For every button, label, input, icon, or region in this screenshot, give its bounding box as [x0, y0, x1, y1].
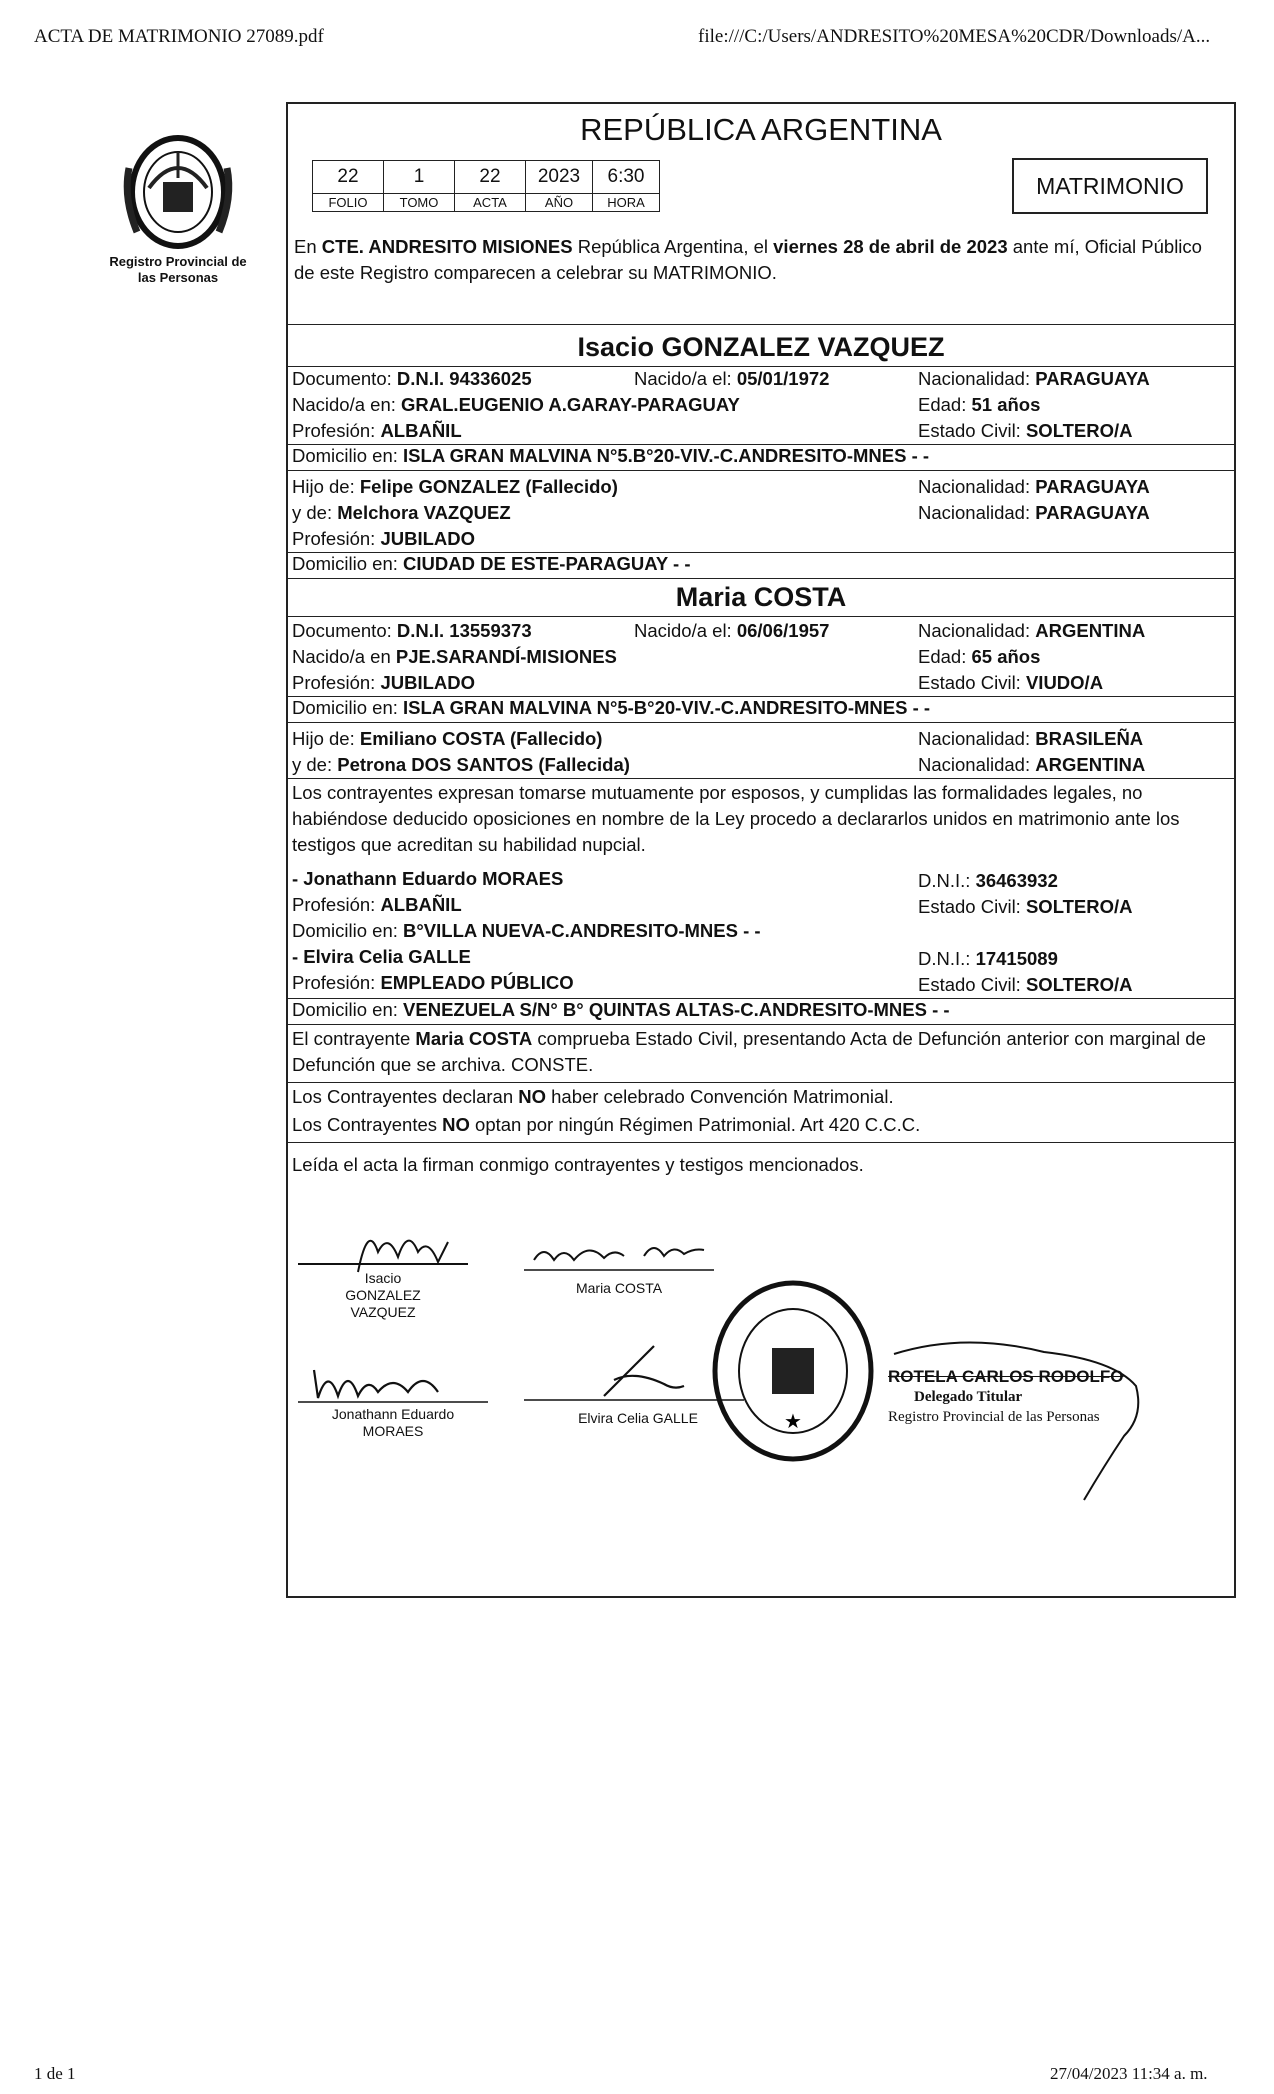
hora-label: HORA — [593, 194, 660, 212]
convention-section — [288, 1082, 1234, 1083]
marriage-certificate — [286, 102, 1236, 1598]
signature-isacio-caption: Isacio GONZALEZ VAZQUEZ — [345, 1270, 421, 1320]
spouse2-madre-nacionalidad: Nacionalidad: ARGENTINA — [918, 754, 1146, 775]
spouse1-padre: Hijo de: Felipe GONZALEZ (Fallecido) — [292, 476, 618, 497]
official-name: ROTELA CARLOS RODOLFO — [888, 1367, 1124, 1386]
official-org: Registro Provincial de las Personas — [888, 1409, 1100, 1425]
signature-elvira-caption: Elvira Celia GALLE — [578, 1410, 698, 1426]
signatures-section — [288, 1142, 1234, 1143]
witness1-estado-civil: Estado Civil: SOLTERO/A — [918, 896, 1133, 917]
declaration-section — [288, 778, 1234, 779]
browser-title: ACTA DE MATRIMONIO 27089.pdf — [34, 26, 324, 47]
svg-text:★: ★ — [784, 1409, 802, 1433]
spouse1-domicilio: Domicilio en: ISLA GRAN MALVINA N°5.B°20-VIV.-C.ANDRESITO-MNES - - — [292, 445, 930, 466]
spouse1-documento: Documento: D.N.I. 94336025 — [292, 368, 532, 389]
declaration-text: Los contrayentes expresan tomarse mutuamente por esposos, y cumplidas las formalidades legales, no habiéndose deducido oposiciones en nombre de la Ley procedo a declararlos unidos en matrimonio ante los testigos que acreditan su habilidad nupcial. — [292, 782, 1180, 855]
spouse1-nacionalidad: Nacionalidad: PARAGUAYA — [918, 368, 1150, 389]
witness1-name: - Jonathann Eduardo MORAES — [292, 868, 564, 889]
acta-value: 22 — [455, 161, 526, 194]
signature-jonathann-caption: Jonathann Eduardo MORAES — [331, 1406, 455, 1439]
browser-url[interactable]: file:///C:/Users/ANDRESITO%20MESA%20CDR/Downloads/A... — [698, 26, 1211, 47]
spouse1-section — [288, 324, 1234, 325]
spouse1-nacido-en: Nacido/a en: GRAL.EUGENIO A.GARAY-PARAGUAY — [292, 394, 740, 415]
intro-date: viernes 28 de abril de 2023 — [773, 236, 1008, 257]
spouse1-name: Isacio GONZALEZ VAZQUEZ — [577, 332, 945, 362]
intro-place: CTE. ANDRESITO MISIONES — [321, 236, 573, 257]
anio-label: AÑO — [526, 194, 593, 212]
tomo-label: TOMO — [384, 194, 455, 212]
intro-text: En CTE. ANDRESITO MISIONES República Argentina, el viernes 28 de abril de 2023 ante mí, Oficial Público de este Registro comparecen a celebrar su MATRIMONIO. — [294, 236, 1202, 283]
convention-text: Los Contrayentes declaran NO haber celebrado Convención Matrimonial. — [292, 1086, 894, 1107]
document-title: REPÚBLICA ARGENTINA — [580, 112, 942, 147]
spouse1-padre-nacionalidad: Nacionalidad: PARAGUAYA — [918, 476, 1150, 497]
spouse2-profesion: Profesión: JUBILADO — [292, 672, 475, 693]
spouse1-padres-profesion: Profesión: JUBILADO — [292, 528, 475, 549]
spouse2-padre: Hijo de: Emiliano COSTA (Fallecido) — [292, 728, 603, 749]
acta-label: ACTA — [455, 194, 526, 212]
document-type-box: MATRIMONIO — [1012, 158, 1208, 214]
spouse2-nacionalidad: Nacionalidad: ARGENTINA — [918, 620, 1146, 641]
logo-caption: Registro Provincial de las Personas — [109, 254, 247, 285]
spouse2-documento: Documento: D.N.I. 13559373 — [292, 620, 532, 641]
spouse2-nacido-en: Nacido/a en PJE.SARANDÍ-MISIONES — [292, 646, 617, 667]
witness2-domicilio: Domicilio en: VENEZUELA S/N° B° QUINTAS ALTAS-C.ANDRESITO-MNES - - — [292, 999, 950, 1020]
civil-status-note: El contrayente Maria COSTA comprueba Estado Civil, presentando Acta de Defunción anterior con marginal de Defunción que se archiva. CONSTE. — [292, 1028, 1206, 1075]
folio-label: FOLIO — [313, 194, 384, 212]
witness1-profesion: Profesión: ALBAÑIL — [292, 894, 462, 915]
hora-value: 6:30 — [593, 161, 660, 194]
tomo-value: 1 — [384, 161, 455, 194]
folio-value: 22 — [313, 161, 384, 194]
closing-text: Leída el acta la firman conmigo contrayentes y testigos mencionados. — [292, 1154, 864, 1175]
witness2-profesion: Profesión: EMPLEADO PÚBLICO — [292, 972, 574, 993]
civil-status-note-section — [288, 1024, 1234, 1025]
official-role: Delegado Titular — [914, 1389, 1023, 1405]
witness2-dni: D.N.I.: 17415089 — [918, 948, 1058, 969]
signature-maria-icon — [524, 1234, 714, 1278]
spouse1-profesion: Profesión: ALBAÑIL — [292, 420, 462, 441]
regimen-text: Los Contrayentes NO optan por ningún Régimen Patrimonial. Art 420 C.C.C. — [292, 1114, 921, 1135]
spouse2-edad: Edad: 65 años — [918, 646, 1041, 667]
anio-value: 2023 — [526, 161, 593, 194]
spouse2-name: Maria COSTA — [675, 582, 847, 612]
spouse1-edad: Edad: 51 años — [918, 394, 1041, 415]
spouse1-madre: y de: Melchora VAZQUEZ — [292, 502, 511, 523]
spouse1-madre-nacionalidad: Nacionalidad: PARAGUAYA — [918, 502, 1150, 523]
witness1-dni: D.N.I.: 36463932 — [918, 870, 1058, 891]
spouse2-domicilio: Domicilio en: ISLA GRAN MALVINA N°5-B°20-VIV.-C.ANDRESITO-MNES - - — [292, 697, 931, 718]
spouse2-estado-civil: Estado Civil: VIUDO/A — [918, 672, 1104, 693]
registry-table — [312, 160, 660, 212]
witness1-domicilio: Domicilio en: B°VILLA NUEVA-C.ANDRESITO-MNES - - — [292, 920, 761, 941]
spouse2-madre: y de: Petrona DOS SANTOS (Fallecida) — [292, 754, 630, 775]
spouse1-estado-civil: Estado Civil: SOLTERO/A — [918, 420, 1133, 441]
page-number: 1 de 1 — [34, 2064, 76, 2083]
print-timestamp: 27/04/2023 11:34 a. m. — [1050, 2064, 1208, 2083]
spouse1-padres-domicilio: Domicilio en: CIUDAD DE ESTE-PARAGUAY - - — [292, 553, 691, 574]
witness2-name: - Elvira Celia GALLE — [292, 946, 471, 967]
signature-maria-caption: Maria COSTA — [575, 1280, 663, 1296]
spouse2-nacido-el: Nacido/a el: 06/06/1957 — [634, 620, 830, 641]
registry-logo — [108, 128, 248, 286]
spouse2-padre-nacionalidad: Nacionalidad: BRASILEÑA — [918, 728, 1144, 749]
official-stamp-icon — [708, 1276, 878, 1466]
spouse1-nacido-el: Nacido/a el: 05/01/1972 — [634, 368, 830, 389]
spouse2-section — [288, 578, 1234, 579]
signature-jonathann-icon — [298, 1356, 488, 1408]
provincial-seal-icon — [119, 128, 237, 254]
witness2-estado-civil: Estado Civil: SOLTERO/A — [918, 974, 1133, 995]
